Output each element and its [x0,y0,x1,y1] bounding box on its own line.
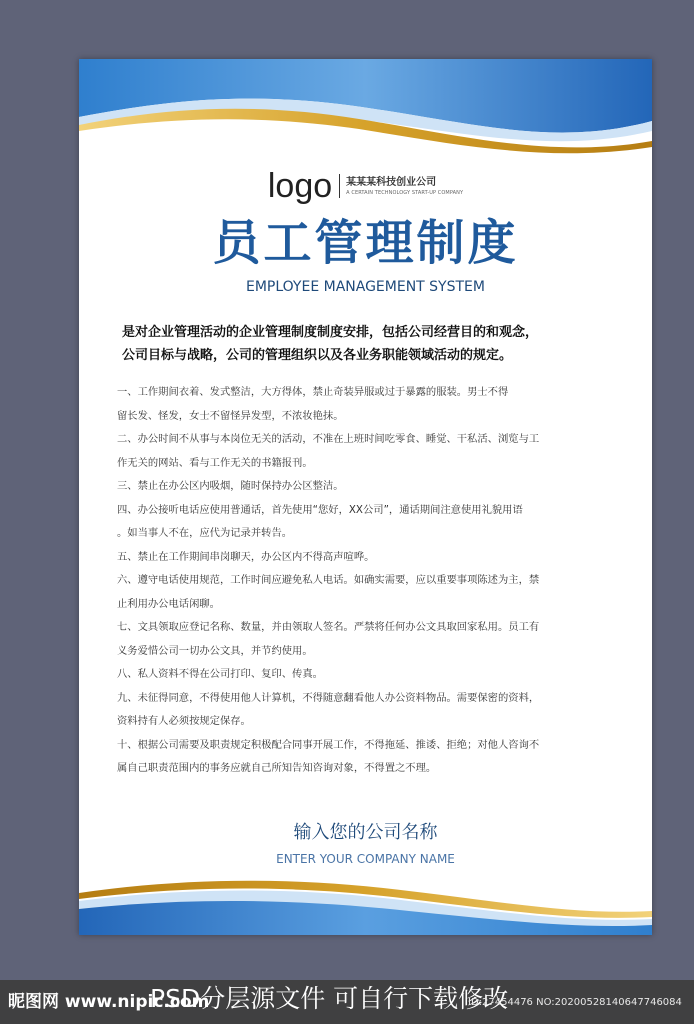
poster [79,59,652,935]
rule-line: 七、文具领取应登记名称、数量，并由领取人签名。严禁将任何办公文具取回家私用。员工有 [117,621,540,633]
rule-line: 五、禁止在工作期间串岗聊天，办公区内不得高声喧哗。 [117,550,375,563]
top-wave-decoration [79,59,652,169]
company-name-en: A CERTAIN TECHNOLOGY START-UP COMPANY [346,189,464,196]
footer-company-name-en: ENTER YOUR COMPANY NAME [276,852,455,866]
rule-line: 义务爱惜公司一切办公文具，并节约使用。 [117,644,313,657]
footer-company-name: 输入您的公司名称 [293,822,438,843]
watermark-banner: PSD分层源文件 可自行下载修改 [150,984,509,1013]
rule-line: 八、私人资料不得在公司打印、复印、传真。 [117,668,323,680]
rule-line: 四、办公接听电话应使用普通话，首先使用“您好，XX公司”，通话期间注意使用礼貌用语 [117,503,523,516]
rule-line: 属自己职责范围内的事务应就自己所知告知咨询对象，不得置之不理。 [117,762,437,774]
watermark-site: 昵图网 www.nipic.com [8,992,210,1012]
rule-line: 。如当事人不在，应代为记录并转告。 [117,527,293,539]
rule-line: 十、根据公司需要及职责规定积极配合同事开展工作，不得拖延、推诿、拒绝；对他人咨询不 [117,738,540,751]
watermark-id: ID:27454476 NO:20200528140647746084 [468,997,682,1008]
rule-line: 留长发、怪发，女士不留怪异发型，不浓妆艳抹。 [117,409,344,422]
logo-block [79,167,652,205]
rule-line: 止利用办公电话闲聊。 [117,597,220,610]
rule-line: 资料持有人必须按规定保存。 [117,715,251,727]
rule-line: 九、未征得同意，不得使用他人计算机，不得随意翻看他人办公资料物品。需要保密的资料， [117,691,540,704]
bottom-wave-decoration [79,875,652,935]
intro-line: 是对企业管理活动的企业管理制度制度安排，包括公司经营目的和观念， [122,325,539,340]
logo-company [346,176,463,197]
page-subtitle: EMPLOYEE MANAGEMENT SYSTEM [246,279,485,295]
logo-text: logo [267,167,333,205]
rule-line: 三、禁止在办公区内吸烟，随时保持办公区整洁。 [117,480,344,492]
logo-divider [339,174,340,198]
intro-paragraph [122,321,622,367]
company-name-cn: 某某某科技创业公司 [346,176,437,188]
rules-list [117,381,617,781]
rule-line: 六、遵守电话使用规范，工作时间应避免私人电话。如确实需要，应以重要事项陈述为主，禁 [117,574,540,586]
rule-line: 作无关的网站、看与工作无关的书籍报刊。 [117,456,313,469]
page-title: 员工管理制度 [212,215,519,271]
rule-line: 一、工作期间衣着、发式整洁，大方得体，禁止奇装异服或过于暴露的服装。男士不得 [117,386,509,398]
intro-line: 公司目标与战略，公司的管理组织以及各业务职能领域活动的规定。 [122,348,513,363]
rule-line: 二、办公时间不从事与本岗位无关的活动，不准在上班时间吃零食、睡觉、干私活、浏览与工 [117,433,540,445]
